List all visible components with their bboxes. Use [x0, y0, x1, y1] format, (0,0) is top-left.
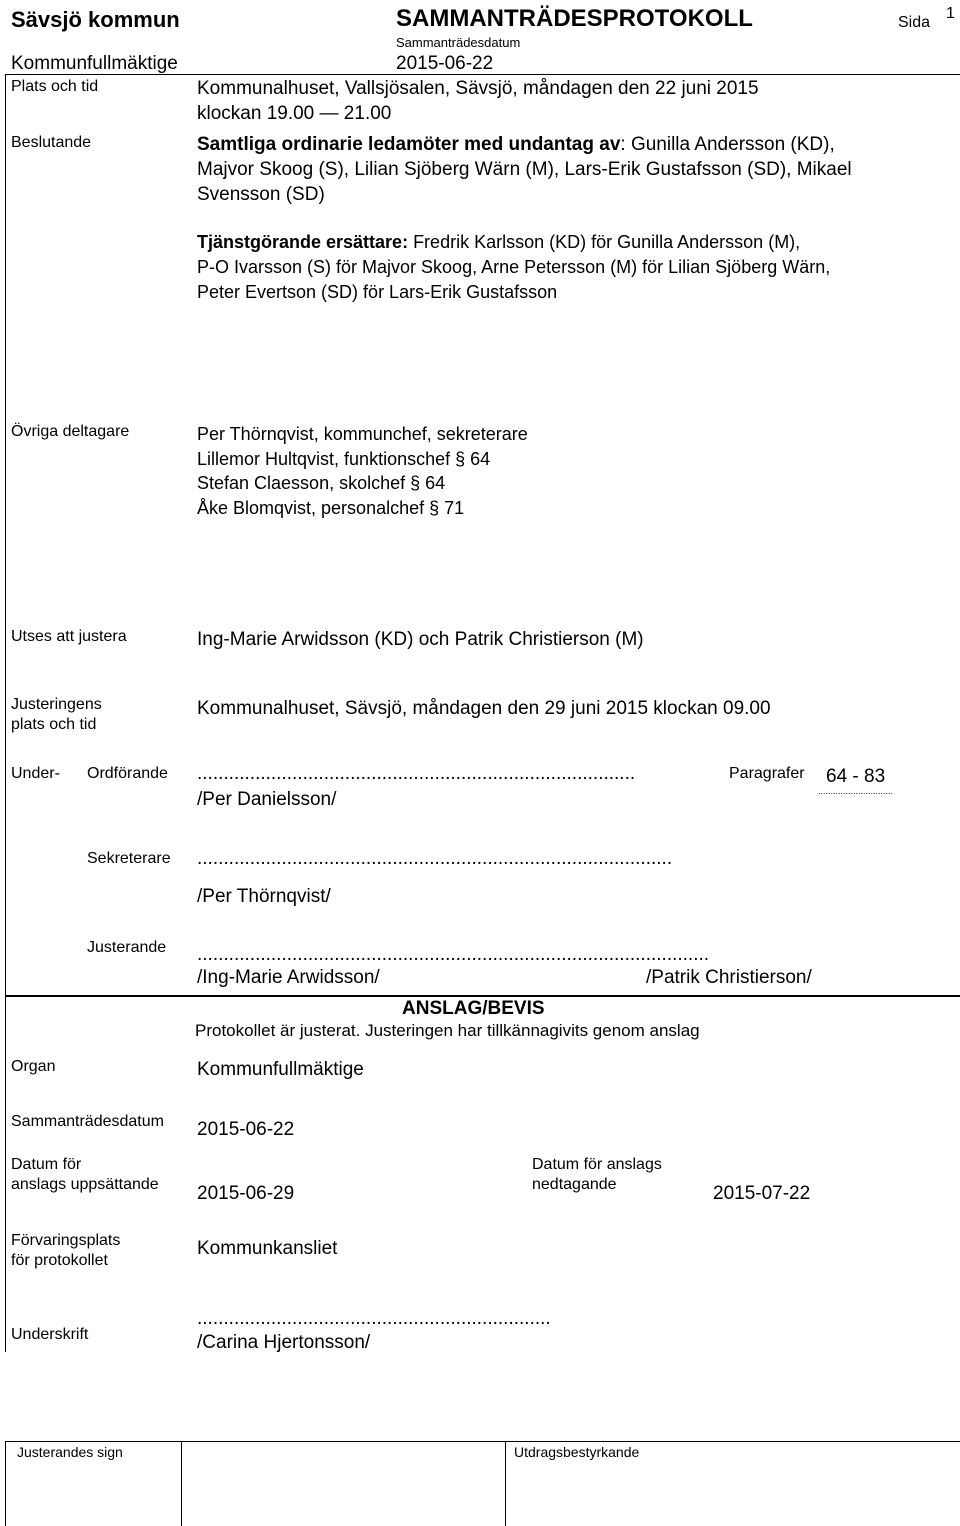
place-time-line-2: klockan 19.00 — 21.00: [197, 103, 392, 124]
extract-certified-label: Utdragsbestyrkande: [514, 1444, 640, 1460]
meeting-date-label: Sammanträdesdatum: [11, 1113, 164, 1130]
removed-label-1: Datum för anslags: [532, 1156, 662, 1173]
substitutes-line-1: [197, 230, 800, 255]
paragraphs-label: Paragrafer: [729, 765, 805, 782]
adjuster-label: Justerande: [87, 939, 167, 956]
deciding-line-3: Svensson (SD): [197, 184, 325, 205]
municipality-name: Sävsjö kommun: [11, 7, 180, 32]
secretary-name: /Per Thörnqvist/: [197, 886, 331, 907]
notice-statement: Protokollet är justerat. Justeringen har tillkännagivits genom anslag: [195, 1021, 700, 1040]
adjust-place: Kommunalhuset, Sävsjö, måndagen den 29 juni 2015 klockan 09.00: [197, 698, 771, 719]
paragraphs-range: 64 - 83: [826, 766, 886, 787]
others-label: Övriga deltagare: [11, 423, 130, 440]
chair-label: Ordförande: [87, 765, 168, 782]
footer-divider-1: [181, 1441, 182, 1526]
posted-label-1: Datum för: [11, 1156, 82, 1173]
storage-value: Kommunkansliet: [197, 1238, 338, 1259]
other-participant: Stefan Claesson, skolchef § 64: [197, 473, 446, 493]
place-time-label: Plats och tid: [11, 78, 99, 95]
notice-divider: [5, 995, 960, 997]
posted-date: 2015-06-29: [197, 1183, 295, 1204]
organ-value: Kommunfullmäktige: [197, 1059, 364, 1080]
notice-title: ANSLAG/BEVIS: [402, 998, 545, 1019]
meeting-date-value: 2015-06-22: [197, 1119, 295, 1140]
signature-line: ...................................................................: [197, 1308, 551, 1329]
document-title: SAMMANTRÄDESPROTOKOLL: [396, 5, 753, 32]
adjuster-signature-line: .................................................................................................: [197, 944, 710, 965]
deciding-heading: Samtliga ordinarie ledamöter med undantag av: [197, 134, 621, 155]
organ-label: Organ: [11, 1058, 56, 1075]
adjusters-label: Utses att justera: [11, 628, 127, 645]
chair-signature-line: ...................................................................................: [197, 763, 636, 784]
left-border: [5, 74, 6, 996]
deciding-line-1: [197, 132, 835, 157]
posted-label-2: anslags uppsättande: [11, 1176, 159, 1193]
adjusters-names: Ing-Marie Arwidsson (KD) och Patrik Christierson (M): [197, 629, 644, 650]
other-participant: Åke Blomqvist, personalchef § 71: [197, 498, 465, 518]
substitutes-heading: Tjänstgörande ersättare:: [197, 232, 409, 252]
removed-label-2: nedtagande: [532, 1176, 617, 1193]
footer-divider-2: [505, 1441, 506, 1526]
adjuster-name-2: /Patrik Christierson/: [646, 967, 812, 988]
other-participant: Lillemor Hultqvist, funktionschef § 64: [197, 449, 491, 469]
deciding-label: Beslutande: [11, 134, 92, 151]
page-label: Sida: [898, 14, 931, 31]
deciding-first-member: : Gunilla Andersson (KD),: [620, 134, 835, 155]
place-time-line-1: Kommunalhuset, Vallsjösalen, Sävsjö, måndagen den 22 juni 2015: [197, 78, 759, 99]
page-number: 1: [946, 5, 955, 22]
header-divider: [5, 74, 960, 75]
under-label: Under-: [11, 765, 60, 782]
storage-label-2: för protokollet: [11, 1252, 108, 1269]
adjusters-sign-label: Justerandes sign: [17, 1444, 123, 1460]
footer-top-line: [5, 1441, 960, 1442]
signature-name: /Carina Hjertonsson/: [197, 1332, 371, 1353]
adjust-place-label-1: Justeringens: [11, 696, 102, 713]
date-label: Sammanträdesdatum: [396, 35, 521, 50]
meeting-date: 2015-06-22: [396, 53, 494, 74]
footer-left-border: [5, 1441, 6, 1526]
paragraphs-dots: ..............................: [818, 786, 894, 796]
substitutes-line-3: Peter Evertson (SD) för Lars-Erik Gustafsson: [197, 282, 558, 302]
adjuster-name-1: /Ing-Marie Arwidsson/: [197, 967, 380, 988]
notice-left-border: [5, 997, 6, 1352]
adjust-place-label-2: plats och tid: [11, 716, 97, 733]
substitutes-line-2: P-O Ivarsson (S) för Majvor Skoog, Arne Petersson (M) för Lilian Sjöberg Wärn,: [197, 257, 831, 277]
chair-name: /Per Danielsson/: [197, 789, 337, 810]
substitutes-first: Fredrik Karlsson (KD) för Gunilla Andersson (M),: [408, 232, 801, 252]
body-name: Kommunfullmäktige: [11, 53, 178, 74]
secretary-signature-line: ..........................................................................................: [197, 848, 673, 869]
deciding-line-2: Majvor Skoog (S), Lilian Sjöberg Wärn (M), Lars-Erik Gustafsson (SD), Mikael: [197, 159, 852, 180]
other-participant: Per Thörnqvist, kommunchef, sekreterare: [197, 424, 528, 444]
removed-date: 2015-07-22: [713, 1183, 811, 1204]
signature-label: Underskrift: [11, 1326, 89, 1343]
storage-label-1: Förvaringsplats: [11, 1232, 121, 1249]
secretary-label: Sekreterare: [87, 850, 171, 867]
